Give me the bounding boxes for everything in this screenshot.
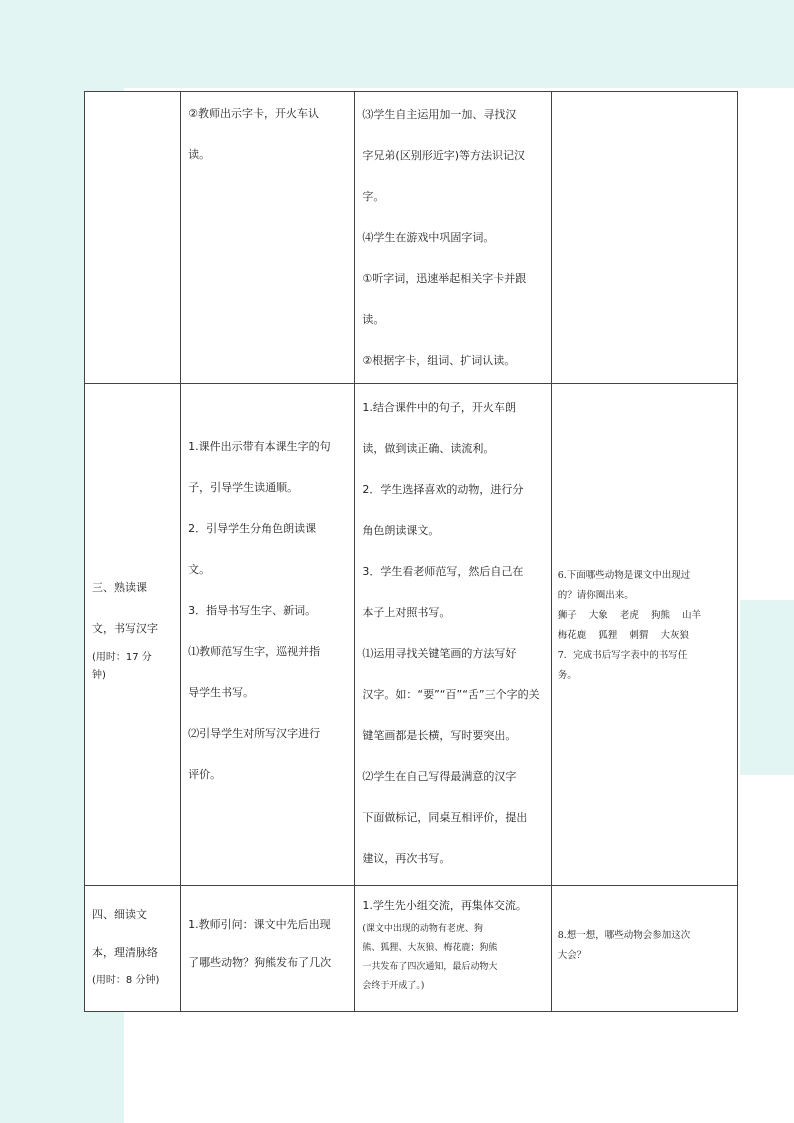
- table-row: [85, 886, 738, 1012]
- student-activity-cell: [355, 384, 551, 886]
- lesson-plan-table: [84, 91, 738, 1012]
- page-background-top: [0, 0, 794, 88]
- homework-line: 梅花鹿 狐狸 刺猬 大灰狼: [557, 629, 689, 641]
- text-line: ②根据字卡，组词、扩词认读。: [362, 354, 516, 367]
- text-line: 建议，再次书写。: [362, 852, 451, 865]
- text-line: 读。: [188, 148, 211, 161]
- text-line: 2．引导学生分角色朗读课: [188, 522, 317, 535]
- stage-cell: [85, 886, 181, 1012]
- text-line: 1.学生先小组交流，再集体交流。: [362, 899, 527, 912]
- text-line: 子，引导学生读通顺。: [188, 481, 299, 494]
- homework-cell: [551, 92, 737, 384]
- text-line: ①听字词，迅速举起相关字卡并跟: [362, 272, 527, 285]
- text-line: 导学生书写。: [188, 686, 255, 699]
- text-line: 汉字。如：“要”“百”“舌”三个字的关: [362, 688, 540, 701]
- text-line: ⑵引导学生对所写汉字进行: [188, 727, 321, 740]
- note-line: 会终于开成了。): [362, 981, 425, 991]
- homework-line: 的？请你圈出来。: [557, 589, 634, 601]
- text-line: ⑴教师范写生字，巡视并指: [188, 645, 321, 658]
- stage-title-line: 文，书写汉字: [92, 621, 158, 635]
- homework-line: 大会？: [557, 950, 587, 961]
- teacher-activity-cell: [181, 92, 355, 384]
- page-background-right-tab: [740, 600, 794, 775]
- homework-cell: [551, 384, 737, 886]
- text-line: 1.结合课件中的句子，开火车朗: [362, 401, 516, 414]
- stage-title-line: 本，理清脉络: [92, 946, 158, 959]
- note-line: 熊、狐狸、大灰狼、梅花鹿；狗熊: [362, 943, 498, 953]
- text-line: ⑵学生在自己写得最满意的汉字: [362, 770, 517, 783]
- homework-line: 务。: [557, 669, 577, 681]
- text-line: ⑴运用寻找关键笔画的方法写好: [362, 647, 517, 660]
- stage-cell: [85, 92, 181, 384]
- text-line: 角色朗读课文。: [362, 524, 440, 537]
- homework-line: 6.下面哪些动物是课文中出现过: [557, 569, 691, 581]
- stage-cell: [85, 384, 181, 886]
- text-line: 读。: [362, 313, 385, 326]
- homework-cell: [551, 886, 737, 1012]
- text-line: ②教师出示字卡，开火车认: [188, 107, 320, 120]
- text-line: 评价。: [188, 768, 222, 781]
- stage-time: (用时：17 分: [92, 651, 152, 663]
- homework-line: 7．完成书后写字表中的书写任: [557, 649, 688, 661]
- stage-title-line: 四、细读文: [92, 908, 147, 921]
- stage-time: 钟): [92, 669, 106, 681]
- text-line: ⑶学生自主运用加一加、寻找汉: [362, 108, 517, 121]
- teacher-activity-cell: [181, 886, 355, 1012]
- text-line: ⑷学生在游戏中巩固字词。: [362, 231, 495, 244]
- text-line: 下面做标记，同桌互相评价，提出: [362, 811, 528, 824]
- text-line: 键笔画都是长横，写时要突出。: [362, 729, 517, 742]
- homework-line: 狮子 大象 老虎 狗熊 山羊: [557, 609, 702, 621]
- text-line: 1.教师引问：课文中先后出现: [188, 918, 331, 931]
- student-activity-cell: [355, 886, 551, 1012]
- text-line: 1.课件出示带有本课生字的句: [188, 440, 331, 453]
- text-line: 字。: [362, 190, 385, 203]
- text-line: 字兄弟(区别形近字)等方法识记汉: [362, 149, 525, 162]
- stage-title-line: 三、熟读课: [92, 580, 147, 594]
- note-line: (课文中出现的动物有老虎、狗: [362, 924, 483, 934]
- text-line: 3．学生看老师范写，然后自己在: [362, 565, 524, 578]
- homework-line: 8.想一想，哪些动物会参加这次: [557, 930, 691, 941]
- teacher-activity-cell: [181, 384, 355, 886]
- text-line: 2．学生选择喜欢的动物，进行分: [362, 483, 524, 496]
- text-line: 本子上对照书写。: [362, 606, 451, 619]
- text-line: 3．指导书写生字、新词。: [188, 604, 317, 617]
- table-row: [85, 384, 738, 886]
- note-line: 一共发布了四次通知，最后动物大: [362, 962, 498, 972]
- stage-time: (用时：8 分钟): [92, 975, 160, 986]
- student-activity-cell: [355, 92, 551, 384]
- text-line: 文。: [188, 563, 211, 576]
- text-line: 读，做到读正确、读流利。: [362, 442, 495, 455]
- table-row: [85, 92, 738, 384]
- text-line: 了哪些动物？狗熊发布了几次: [188, 956, 332, 969]
